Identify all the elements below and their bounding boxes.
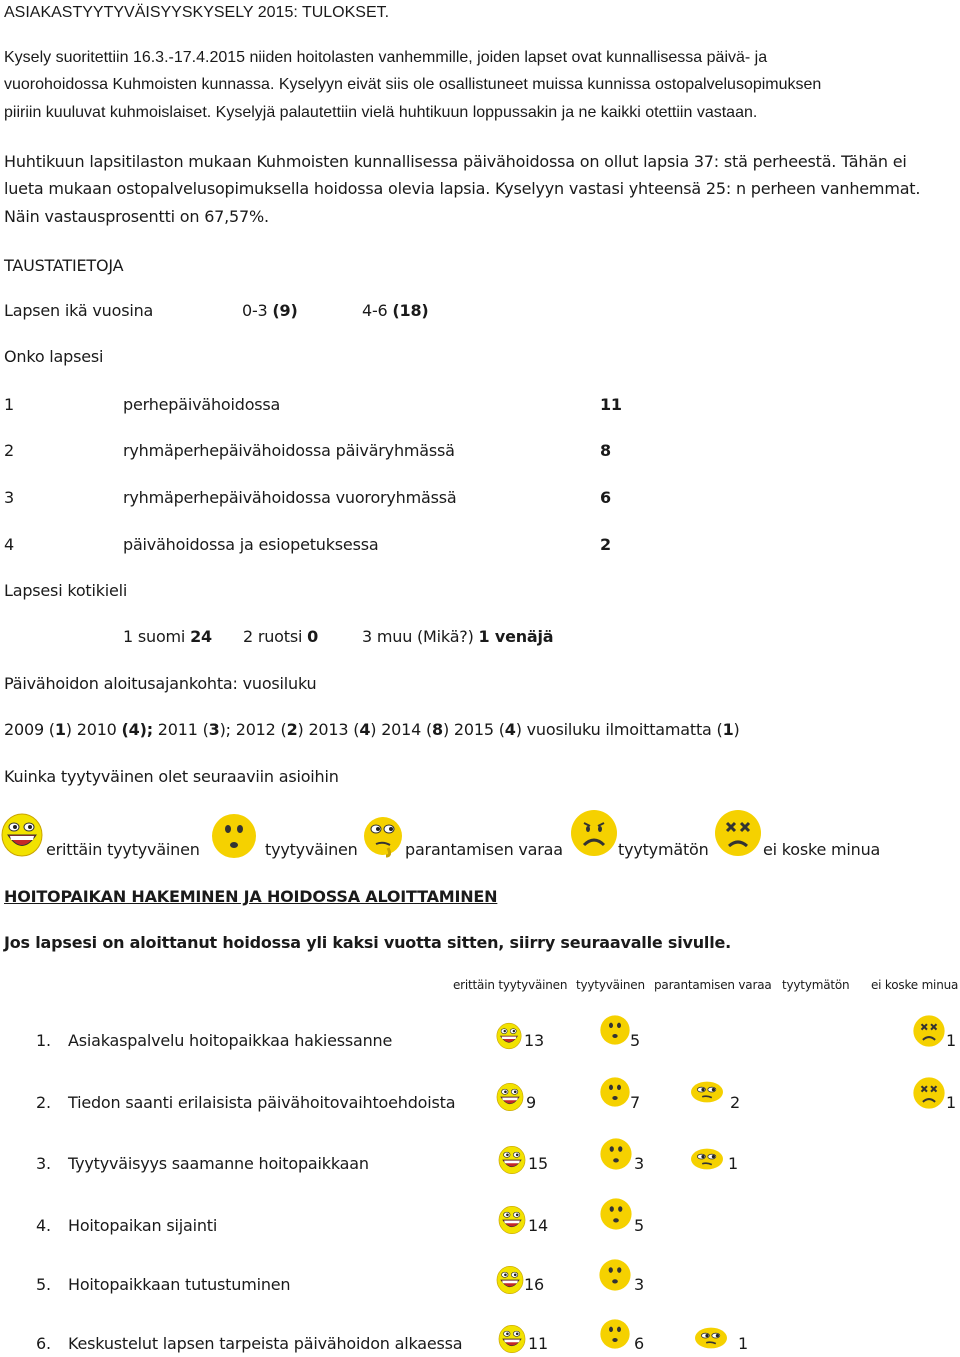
count-very-satisfied: 9: [526, 1093, 536, 1112]
age-label: Lapsen ikä vuosina: [4, 301, 154, 320]
care-type-label: päivähoidossa ja esiopetuksessa: [123, 535, 379, 554]
age-group-label: 4-6: [362, 301, 393, 320]
intro-line: vuorohoidossa Kuhmoisten kunnassa. Kyselyyn eivät siis ole osallistuneet muissa kunnissa ostopalvelusopimuksen: [4, 76, 822, 93]
year-entry: 2010 (4);: [76, 720, 153, 739]
count-satisfied: 3: [634, 1275, 644, 1294]
intro-line: Kysely suoritettiin 16.3.-17.4.2015 niiden hoitolasten vanhemmille, joiden lapset ovat kunnallisessa päivä- ja: [4, 49, 768, 66]
neutral-face-icon: [598, 1258, 632, 1292]
care-type-count: 6: [600, 488, 611, 507]
year-entry: 2011 (3);: [157, 720, 236, 739]
x-eyes-face-icon: [912, 1014, 946, 1048]
care-type-number: 4: [4, 535, 14, 554]
count-improvement: 2: [730, 1093, 740, 1112]
care-type-number: 2: [4, 441, 14, 460]
thinking-face-icon: [693, 1326, 729, 1350]
question-number: 5.: [36, 1275, 51, 1294]
age-group-0-3: [242, 298, 298, 324]
year-entry: 2013 (4): [308, 720, 382, 739]
x-eyes-face-icon: [714, 808, 762, 858]
start-year-label: Päivähoidon aloitusajankohta: vuosiluku: [4, 674, 317, 693]
neutral-face-icon: [599, 1197, 633, 1231]
count-not-applicable: 1: [946, 1093, 956, 1112]
count-satisfied: 5: [634, 1216, 644, 1235]
neutral-face-icon: [599, 1318, 631, 1350]
neutral-face-icon: [210, 812, 258, 860]
very-happy-face-icon: [495, 1082, 525, 1112]
care-type-count: 8: [600, 441, 611, 460]
x-eyes-face-icon: [912, 1076, 946, 1110]
stats-line: Näin vastausprosentti on 67,57%.: [4, 207, 269, 226]
very-happy-face-icon: [497, 1205, 527, 1235]
question-text: Tyytyväisyys saamanne hoitopaikkaan: [68, 1154, 369, 1173]
count-very-satisfied: 15: [528, 1154, 548, 1173]
care-type-number: 1: [4, 395, 14, 414]
column-header: erittäin tyytyväinen: [453, 978, 568, 992]
column-header: parantamisen varaa: [654, 978, 772, 992]
very-happy-face-icon: [497, 1145, 527, 1175]
question-text: Hoitopaikan sijainti: [68, 1216, 218, 1235]
intro-line: piiriin kuuluvat kuhmoislaiset. Kyselyjä palautettiin vielä huhtikuun loppussakin ja ne kaikki otettiin vastaan.: [4, 104, 758, 121]
count-satisfied: 7: [630, 1093, 640, 1112]
care-type-count: 11: [600, 395, 622, 414]
count-improvement: 1: [738, 1334, 748, 1353]
scale-label: tyytymätön: [618, 840, 709, 859]
care-type-label: perhepäivähoidossa: [123, 395, 281, 414]
thinking-face-icon: [362, 812, 404, 858]
very-happy-face-icon: [0, 812, 44, 858]
language-finnish: [123, 624, 212, 650]
year-entry: vuosiluku ilmoittamatta (1): [526, 720, 740, 739]
language-count: 0: [307, 627, 319, 646]
instruction: Jos lapsesi on aloittanut hoidossa yli kaksi vuotta sitten, siirry seuraavalle sivulle.: [4, 933, 732, 952]
year-entry: 2014 (8): [381, 720, 454, 739]
count-satisfied: 5: [630, 1031, 640, 1050]
count-very-satisfied: 14: [528, 1216, 548, 1235]
age-group-count: (18): [392, 301, 429, 320]
care-type-count: 2: [600, 535, 611, 554]
language-answer: 1 venäjä: [478, 627, 554, 646]
question-text: Tiedon saanti erilaisista päivähoitovaihtoehdoista: [68, 1093, 456, 1112]
language-label: Lapsesi kotikieli: [4, 581, 128, 600]
thinking-face-icon: [690, 1147, 724, 1171]
year-entry: 2009 (1): [4, 720, 77, 739]
language-swedish: [243, 624, 318, 650]
question-number: 4.: [36, 1216, 51, 1235]
language-option: 2 ruotsi: [243, 627, 308, 646]
question-number: 1.: [36, 1031, 51, 1050]
count-very-satisfied: 13: [524, 1031, 544, 1050]
count-satisfied: 3: [634, 1154, 644, 1173]
document-title: ASIAKASTYYTYVÄISYYSKYSELY 2015: TULOKSET.: [4, 4, 390, 21]
stats-line: Huhtikuun lapsitilaston mukaan Kuhmoisten kunnallisessa päivähoidossa on ollut lapsia 37: stä perheestä. Tähän ei: [4, 152, 907, 171]
thinking-face-icon: [689, 1080, 725, 1104]
section-heading: HOITOPAIKAN HAKEMINEN JA HOIDOSSA ALOITTAMINEN: [4, 887, 498, 906]
sad-face-icon: [570, 808, 618, 858]
question-number: 3.: [36, 1154, 51, 1173]
satisfaction-question: Kuinka tyytyväinen olet seuraaviin asioihin: [4, 767, 339, 786]
column-header: tyytymätön: [782, 978, 850, 992]
background-heading: TAUSTATIETOJA: [4, 256, 124, 275]
age-group-count: (9): [272, 301, 298, 320]
question-text: Hoitopaikkaan tutustuminen: [68, 1275, 291, 1294]
scale-label: erittäin tyytyväinen: [46, 840, 200, 859]
very-happy-face-icon: [495, 1022, 523, 1050]
question-text: Keskustelut lapsen tarpeista päivähoidon alkaessa: [68, 1334, 463, 1353]
care-type-label: ryhmäperhepäivähoidossa päiväryhmässä: [123, 441, 455, 460]
neutral-face-icon: [599, 1014, 631, 1046]
question-number: 2.: [36, 1093, 51, 1112]
count-satisfied: 6: [634, 1334, 644, 1353]
care-type-label: ryhmäperhepäivähoidossa vuororyhmässä: [123, 488, 457, 507]
scale-label: ei koske minua: [763, 840, 881, 859]
count-improvement: 1: [728, 1154, 738, 1173]
stats-line: lueta mukaan ostopalvelusopimuksella hoidossa olevia lapsia. Kyselyyn vastasi yhteensä 25: n perheen vanhemmat.: [4, 179, 921, 198]
very-happy-face-icon: [495, 1265, 525, 1295]
language-option: 3 muu (Mikä?): [362, 627, 479, 646]
neutral-face-icon: [599, 1076, 631, 1108]
start-year-list: [4, 717, 740, 743]
count-very-satisfied: 16: [524, 1275, 544, 1294]
scale-label: parantamisen varaa: [405, 840, 563, 859]
age-group-4-6: [362, 298, 429, 324]
year-entry: 2015 (4): [453, 720, 527, 739]
neutral-face-icon: [599, 1137, 633, 1171]
column-header: ei koske minua: [871, 978, 959, 992]
language-other: [362, 624, 553, 650]
language-count: 24: [190, 627, 212, 646]
question-number: 6.: [36, 1334, 51, 1353]
year-entry: 2012 (2): [235, 720, 309, 739]
question-text: Asiakaspalvelu hoitopaikkaa hakiessanne: [68, 1031, 393, 1050]
very-happy-face-icon: [497, 1324, 527, 1354]
age-group-label: 0-3: [242, 301, 273, 320]
scale-label: tyytyväinen: [265, 840, 358, 859]
care-question: Onko lapsesi: [4, 347, 104, 366]
care-type-number: 3: [4, 488, 14, 507]
count-not-applicable: 1: [946, 1031, 956, 1050]
column-header: tyytyväinen: [576, 978, 645, 992]
count-very-satisfied: 11: [528, 1334, 548, 1353]
language-option: 1 suomi: [123, 627, 191, 646]
